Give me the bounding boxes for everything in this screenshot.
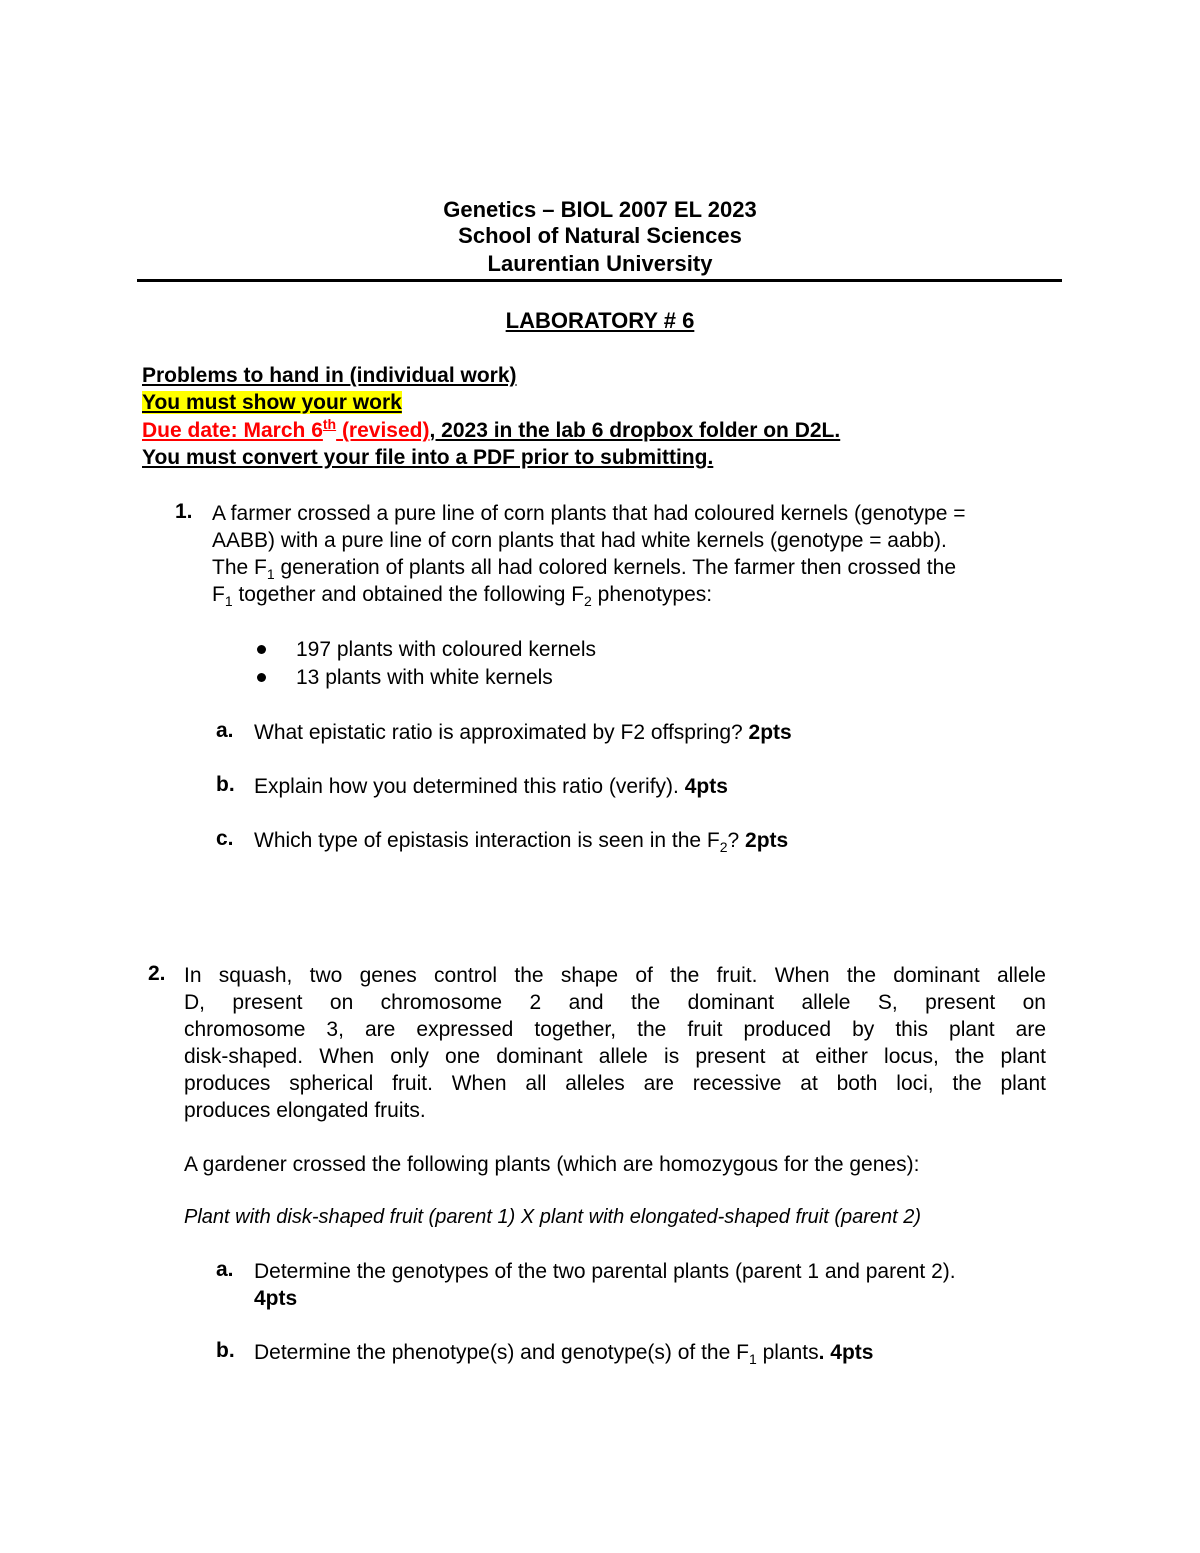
bullet-item: 197 plants with coloured kernels <box>296 638 597 661</box>
question-1-line: AABB) with a pure line of corn plants that had white kernels (genotype = aabb). <box>212 529 947 552</box>
university-name: Laurentian University <box>487 251 713 276</box>
header-rule <box>137 279 1062 282</box>
question-2a-points: 4pts <box>254 1287 298 1310</box>
bullet-icon <box>257 645 266 654</box>
question-2-line: produces elongated fruits. <box>184 1099 426 1122</box>
question-2-gardener: A gardener crossed the following plants (which are homozygous for the genes): <box>184 1153 920 1176</box>
question-1a-label: a. <box>216 719 234 742</box>
question-2-line: chromosome 3, are expressed together, the fruit produced by this plant are <box>184 1018 1046 1041</box>
bullet-icon <box>257 673 266 682</box>
bullet-item: 13 plants with white kernels <box>296 666 553 689</box>
question-1c-text: Which type of epistasis interaction is seen in the $F_2$? 2pts <box>254 829 789 856</box>
question-2a-label: a. <box>216 1258 234 1281</box>
question-1-line: The $F_1$ generation of plants all had colored kernels. The farmer then crossed the <box>212 556 956 583</box>
instruction-due-date: Due date: March 6th (revised), 2023 in the lab 6 dropbox folder on D2L. <box>142 416 841 442</box>
question-2-number: 2. <box>148 962 166 985</box>
question-2-line: disk-shaped. When only one dominant allele is present at either locus, the plant <box>184 1045 1046 1068</box>
instruction-show-work: You must show your work <box>142 391 402 414</box>
instruction-convert-pdf: You must convert your file into a PDF prior to submitting. <box>142 446 714 469</box>
question-2a-text: Determine the genotypes of the two parental plants (parent 1 and parent 2). <box>254 1260 956 1283</box>
question-1-number: 1. <box>175 500 193 523</box>
school-name: School of Natural Sciences <box>458 223 742 248</box>
question-1-line: A farmer crossed a pure line of corn plants that had coloured kernels (genotype = <box>212 502 966 525</box>
question-2b-text: Determine the phenotype(s) and genotype(s) of the $F_1$ plants. 4pts <box>254 1341 874 1368</box>
question-2-line: produces spherical fruit. When all alleles are recessive at both loci, the plant <box>184 1072 1046 1095</box>
question-1b-text: Explain how you determined this ratio (verify). 4pts <box>254 775 728 798</box>
question-2b-label: b. <box>216 1339 235 1362</box>
question-1c-label: c. <box>216 827 234 850</box>
course-title: Genetics – BIOL 2007 EL 2023 <box>443 197 757 222</box>
question-1b-label: b. <box>216 773 235 796</box>
question-2-line: In squash, two genes control the shape of the fruit. When the dominant allele <box>184 964 1046 987</box>
question-2-cross: Plant with disk-shaped fruit (parent 1) X plant with elongated-shaped fruit (parent 2) <box>184 1206 922 1228</box>
instruction-hand-in: Problems to hand in (individual work) <box>142 364 517 387</box>
question-1-line: $F_1$ together and obtained the following $F_2$ phenotypes: <box>212 583 713 610</box>
question-2-line: D, present on chromosome 2 and the dominant allele S, present on <box>184 991 1046 1014</box>
question-1a-text: What epistatic ratio is approximated by F2 offspring? 2pts <box>254 721 792 744</box>
lab-title: LABORATORY # 6 <box>505 308 695 333</box>
